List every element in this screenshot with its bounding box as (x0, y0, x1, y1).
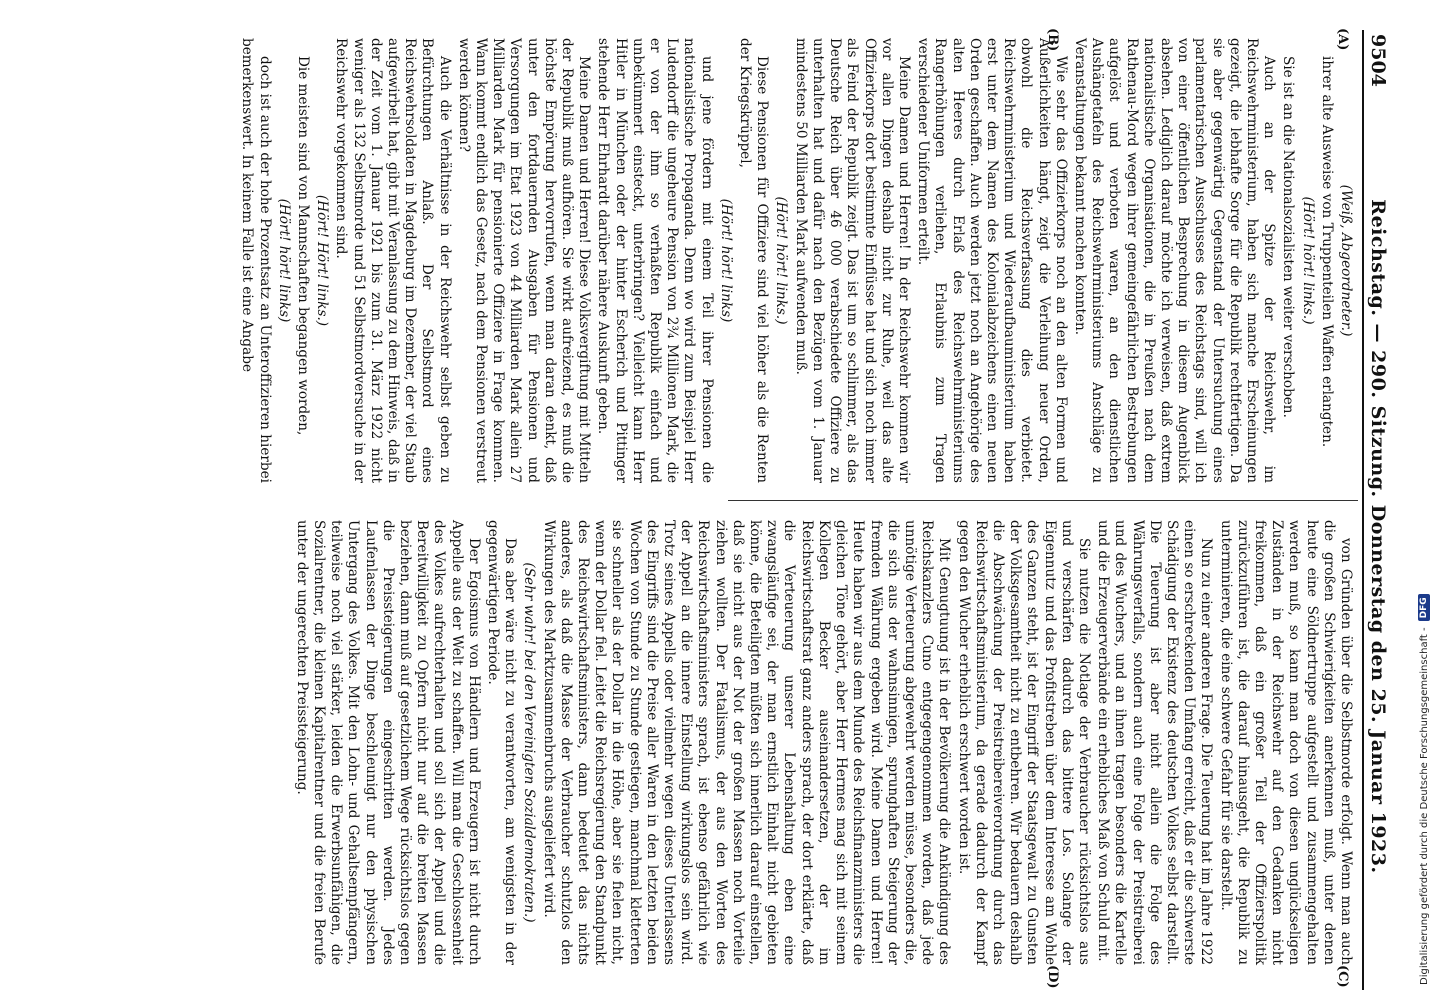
paragraph: Diese Pensionen für Offiziere sind viel höher als die Renten der Kriegskrüppel, (737, 38, 771, 483)
paragraph: Mit Genugtuung ist in der Bevölkerung die Ankündigung des Reichskanzlers Cuno entgegengenommen worden, daß jede unnötige Verteuerung abgewehrt werden müsse, besonders die, die sich aus der wahnsinnigen, sprunghaften Steigerung der fremden Währung ergeben wird. Meine Damen und Herren! Heute haben wir aus dem Munde des Reichsfinanzministers die gleichen Töne gehört, aber Herr Hermes mag sich mit seinem Kollegen Becker auseinandersetzen, der im Reichswirtschaftsrat ganz anders sprach, der dort erklärte, daß die Verteuerung unserer Lebenshaltung eben eine zwangsläufige sei, der man ernstlich Einhalt nicht gebieten könne, die Beteiligten müßten sich innerlich darauf einstellen, daß sie nicht aus der Not der großen Massen noch Vorteile ziehen wollten. Der Fatalismus, der aus den Worten des Reichswirtschaftsministers sprach, ist ebenso gefährlich wie der Appell an die innere Einstellung wirkungslos sein wird. Trotz seines Appells oder vielmehr wegen dieses Unterlassens des Eingriffs sind die Preise aller Waren in den letzten beiden Wochen von Stunde zu Stunde gestiegen, manchmal kletterten sie schneller als der Dollar in die Höhe, aber sie fielen nicht, wenn der Dollar fiel. Leitet die Reichsregierung den Standpunkt des Reichswirtschaftsministers, dann bedeutet das nichts anderes, als daß die Masse der Verbraucher schutzlos den Wirkungen des Marktzusammenbruchs ausgeliefert wird. (540, 520, 953, 965)
interjection: (Hört! hört! links) (275, 198, 292, 323)
interjection: (Hört! hört! links) (717, 198, 734, 323)
right-column (293, 520, 1354, 965)
digitization-note (1418, 594, 1430, 985)
interjection: (Sehr wahr! bei den Vereinigten Sozialdemokraten.) (521, 562, 538, 923)
paragraph: Nun zu einer anderen Frage. Die Teuerung hat im Jahre 1922 einen so erschreckenden Umfang erreicht, daß er die schwerste Schädigung der Existenz des deutschen Volkes selbst darstellt. Die Teuerung ist aber nicht allein die Folge des Währungsverfalls, sondern auch eine Folge der Preistreiberei und des Wuchers, und an ihnen tragen besonders die Kartelle und die Erzeugerverbände ein erhebliches Maß von Schuld mit. (1095, 520, 1215, 965)
paragraph: doch ist auch der hohe Prozentsatz an Unteroffizieren hierbei bemerkenswert. In keinem Falle ist eine Angabe (239, 38, 273, 483)
page-header (1362, 30, 1390, 990)
interjection: (Hört! hört! links.) (773, 196, 790, 325)
speaker-label: (Weiß, Abgeordneter.) (1338, 184, 1354, 337)
paragraph: Sie ist an die Nationalsozialisten weiter verschoben. (1280, 56, 1297, 418)
interjection: (Hört! Hört! links.) (314, 194, 331, 327)
dfg-logo: DFG (1418, 594, 1430, 621)
paragraph: Das aber wäre nicht zu verantworten, am wenigsten in der gegenwärtigen Periode. (485, 520, 519, 965)
paragraph: ihrer alte Ausweise von Truppenteilen Waffen erlangten. (1318, 56, 1335, 448)
page-title: Reichstag. — 290. Sitzung. Donnerstag den 25. Januar 1923. (1367, 199, 1389, 874)
margin-marker-c: (C) (1335, 965, 1350, 988)
paragraph: Meine Damen und Herren! Diese Volksvergiftung mit Mitteln der Republik muß aufhören. Sie wirkt aufreizend, es muß die höchste Empörung hervorrufen, wenn man daran denkt, daß unter den fortdauernden Ausgaben für Pensionen und Versorgungen im Etat 1923 von 44 Milliarden Mark allein 27 Milliarden Mark für pensionierte Offiziere in Frage kommen. Wann kommt endlich das Gesetz, nach dem Pensionen verstreut werden können? (455, 38, 593, 483)
paragraph: Der Egoismus von Händlern und Erzeugern ist nicht durch Appelle aus der Welt zu schaffen. Will man die Geschlossenheit des Volkes aufrechterhalten und soll sich der Appell und die Bereitwilligkeit zu Opfern nicht nur auf die breiten Massen beziehen, dann muß auf gesetzlichem Wege rücksichtslos gegen die Preissteigerungen eingeschritten werden. Jedes Laufenlassen der Dinge beschleunigt nur den physischen Untergang des Volkes. Mit den Lohn- und Gehaltsempfängern, teilweise noch viel stärker, leiden die Erwerbsunfähigen, die Sozialrentner, die kleinen Kapitalrentner und die freien Berufe unter der ungerechten Preissteigerung. (293, 520, 482, 965)
paragraph: Die meisten sind von Mannschaften begangen worden, (295, 56, 312, 436)
paragraph: und jene fördern mit einem Teil ihrer Pensionen die nationalistische Propaganda. Denn wo wird zum Beispiel Herr Ludendorff die ungeheure Pension von 2¾ Millionen Mark, die er von der ihm so verhaßten Republik einfach und unbekümmert einsteckt, unterbringen? Vielleicht kann Herr Hitler in München oder der hinter Escherich und Pittinger stehende Herr Ehrhardt darüber nähere Auskunft geben. (595, 38, 715, 483)
paragraph: Sie nutzen die Notlage der Verbraucher rücksichtslos aus und verschärfen dadurch das bittere Los. Solange der Eigennutz und das Profitstreben über dem Interesse am Wohle des Ganzen steht, ist der Eingriff der Staatsgewalt zu Gunsten der Volksgesamtheit nicht zu entbehren. Wir bedauern deshalb die Abschwächung der Preistreibereiverordnung durch das Reichswirtschaftsministerium, da gerade dadurch der Kampf gegen den Wucher erheblich erschwert worden ist. (955, 520, 1092, 965)
margin-marker-b: (B) (1045, 28, 1060, 52)
margin-marker-a: (A) (1335, 28, 1350, 51)
page-number: 9504 (1367, 34, 1389, 87)
digitization-text: Digitalisierung gefördert durch die Deutsche Forschungsgemeinschaft - (1418, 627, 1430, 985)
paragraph: Meine Damen und Herren! In der Reichswehr kommen wir vor allen Dingen deshalb nicht zur Ruhe, weil das alte Offizierkorps dort bestimmte Einflüsse hat und sich noch immer als Feind der Republik zeigt. Das ist um so schlimmer, als das Deutsche Reich über 46 000 verabschiedete Offiziere zu unterhalten hat und dafür nach den Bezügen vom 1. Januar mindestens 50 Milliarden Mark aufwenden muß. (792, 38, 912, 483)
column-divider (728, 500, 1358, 501)
left-column (239, 38, 1354, 483)
document-page (10, 30, 1390, 990)
paragraph: von Gründen über die Selbstmorde erfolgt. Wenn man auch die großen Schwierigkeiten anerkennen muß, unter denen heute eine Söldnertruppe aufgestellt und zusammengehalten werden muß, so kann man doch von diesen unglückseligen Zuständen in der Reichswehr auf den Gedanken nicht freikommen, daß ein großer Teil der Offizierspolitik zurückzuführen ist, die darauf hinausgeht, die Republik zu unterminieren, die eine schwere Gefahr für sie darstellt. (1217, 520, 1354, 965)
interjection: (Hört! hört! links.) (1299, 196, 1316, 325)
paragraph: Wie sehr das Offizierkorps noch an den alten Formen und Äußerlichkeiten hängt, zeigt die Verleihung neuer Orden, obwohl die Reichsverfassung dies verbietet. Reichswehrministerium und Wiederaufbauministerium haben erst unter dem Namen des Kolonialabzeichens einen neuen Orden geschaffen. Auch werden jetzt noch an Angehörige des alten Heeres durch Erlaß des Reichswehrministeriums Rangerhöhungen verliehen, Erlaubnis zum Tragen verschiedener Uniformen erteilt. (915, 38, 1069, 483)
margin-marker-d: (D) (1045, 965, 1060, 989)
paragraph: Auch die Verhältnisse in der Reichswehr selbst geben zu Befürchtungen Anlaß. Der Selbstmord eines Reichswehrsoldaten in Magdeburg im Dezember, der viel Staub aufgewirbelt hat, gibt mit Veranlassung zu dem Hinweis, daß in der Zeit vom 1. Januar 1921 bis zum 31. März 1922 nicht weniger als 132 Selbstmorde und 51 Selbstmordversuche in der Reichswehr vorgekommen sind. (333, 38, 453, 483)
paragraph: Auch an der Spitze der Reichswehr, im Reichswehrministerium, haben sich manche Erscheinungen gezeigt, die lebhafte Sorge für die Republik rechtfertigen. Da sie aber gegenwärtig Gegenstand der Untersuchung eines parlamentarischen Ausschusses des Reichstags sind, will ich von einer öffentlichen Besprechung in diesem Augenblick absehen. Lediglich darauf möchte ich verweisen, daß extrem nationalistische Organisationen, die in Preußen nach dem Rathenau-Mord wegen ihrer gemeingefährlichen Bestrebungen aufgelöst und verboten waren, an den dienstlichen Aushängetafeln des Reichswehrministeriums Anschläge zu Veranstaltungen bekannt machen konnten. (1071, 38, 1278, 483)
